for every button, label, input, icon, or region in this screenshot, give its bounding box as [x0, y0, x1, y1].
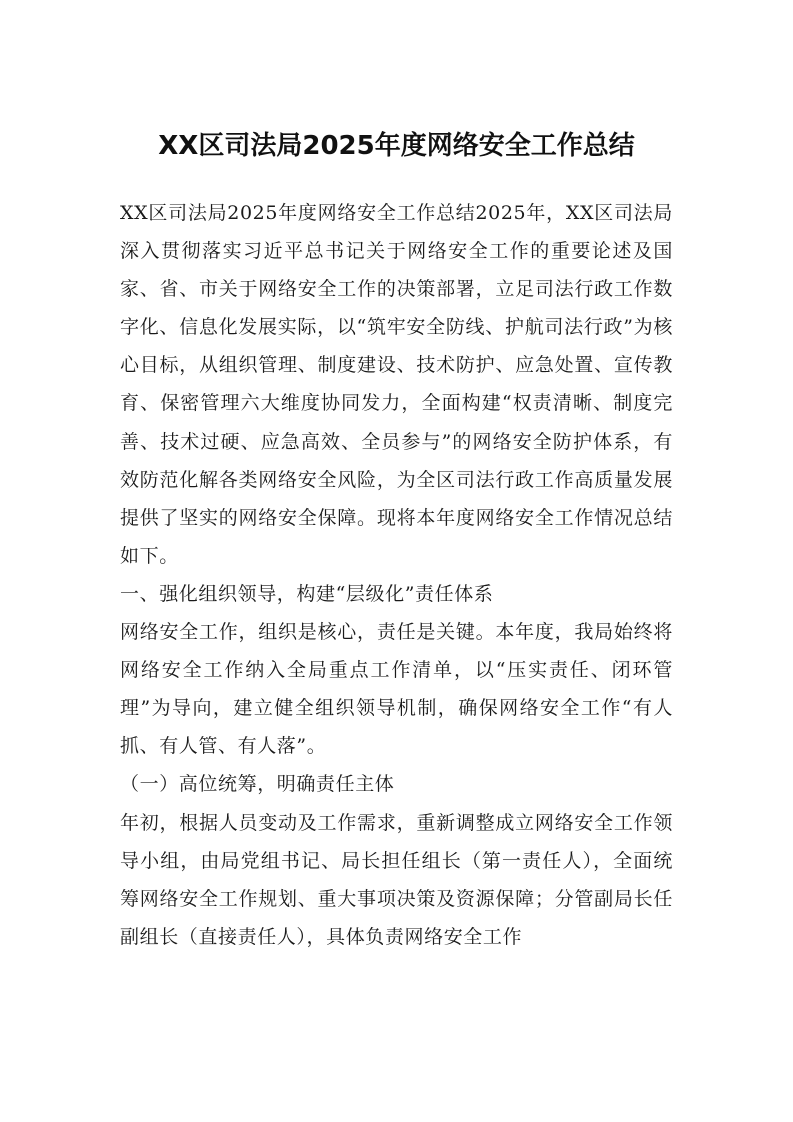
subsection-1-paragraph: 年初，根据人员变动及工作需求，重新调整成立网络安全工作领导小组，由局党组书记、局长担任组长（第一责任人），全面统筹网络安全工作规划、重大事项决策及资源保障；分管副局长任副组长（直接责任人），具体负责网络安全工作 — [120, 811, 673, 948]
subsection-heading-1: （一）高位统筹，明确责任主体 — [120, 773, 395, 796]
document-title: XX区司法局2025年度网络安全工作总结 — [158, 131, 635, 161]
intro-paragraph: XX区司法局2025年度网络安全工作总结2025年，XX区司法局深入贯彻落实习近平总书记关于网络安全工作的重要论述及国家、省、市关于网络安全工作的决策部署，立足司法行政工作数字化、信息化发展实际，以“筑牢安全防线、护航司法行政”为核心目标，从组织管理、制度建设、技术防护、应急处置、宣传教育、保密管理六大维度协同发力，全面构建“权责清晰、制度完善、技术过硬、应急高效、全员参与”的网络安全防护体系，有效防范化解各类网络安全风险，为全区司法行政工作高质量发展提供了坚实的网络安全保障。现将本年度网络安全工作情况总结如下。 — [120, 202, 673, 567]
section-1-paragraph: 网络安全工作，组织是核心，责任是关键。本年度，我局始终将网络安全工作纳入全局重点工作清单，以“压实责任、闭环管理”为导向，建立健全组织领导机制，确保网络安全工作“有人抓、有人管、有人落”。 — [120, 621, 673, 758]
document-body — [120, 194, 673, 956]
section-heading-1: 一、强化组织领导，构建“层级化”责任体系 — [120, 582, 494, 605]
